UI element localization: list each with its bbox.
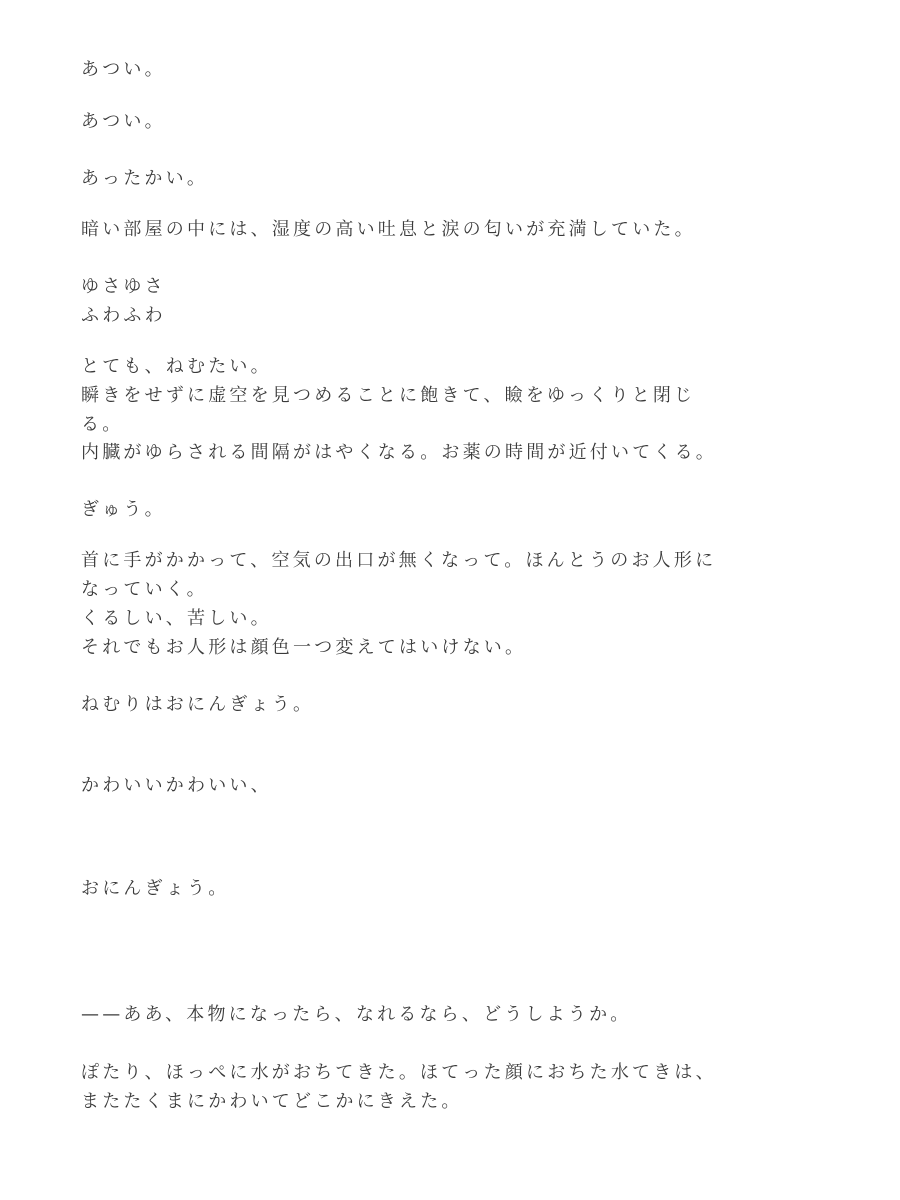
text-line: とても、ねむたい。: [81, 356, 272, 377]
text-line: 瞬きをせずに虚空を見つめることに飽きて、瞼をゆっくりと閉じ: [81, 385, 696, 406]
text-line: ゆさゆさ: [81, 276, 166, 297]
text-line: ぽたり、ほっぺに水がおちてきた。ほてった顔におちた水てきは、: [81, 1062, 717, 1083]
text-line: またたくまにかわいてどこかにきえた。: [81, 1091, 463, 1112]
text-line: くるしい、苦しい。: [81, 608, 272, 629]
text-line: あつい。: [81, 111, 166, 132]
text-line: あつい。: [81, 59, 166, 80]
text-line: 暗い部屋の中には、湿度の高い吐息と涙の匂いが充満していた。: [81, 219, 696, 240]
text-line: 内臓がゆらされる間隔がはやくなる。お薬の時間が近付いてくる。: [81, 442, 717, 463]
text-line: なっていく。: [81, 579, 208, 600]
text-line: あったかい。: [81, 168, 209, 189]
text-line: ねむりはおにんぎょう。: [81, 694, 315, 715]
text-line: ぎゅう。: [81, 499, 166, 520]
text-line: ふわふわ: [81, 305, 166, 326]
text-line: る。: [81, 414, 124, 435]
text-line: おにんぎょう。: [81, 878, 230, 899]
text-line: それでもお人形は顔色一つ変えてはいけない。: [81, 637, 527, 658]
text-line: ——ああ、本物になったら、なれるなら、どうしようか。: [81, 1004, 632, 1025]
text-line: 首に手がかかって、空気の出口が無くなって。ほんとうのお人形に: [81, 550, 717, 571]
text-line: かわいいかわいい、: [81, 775, 272, 796]
